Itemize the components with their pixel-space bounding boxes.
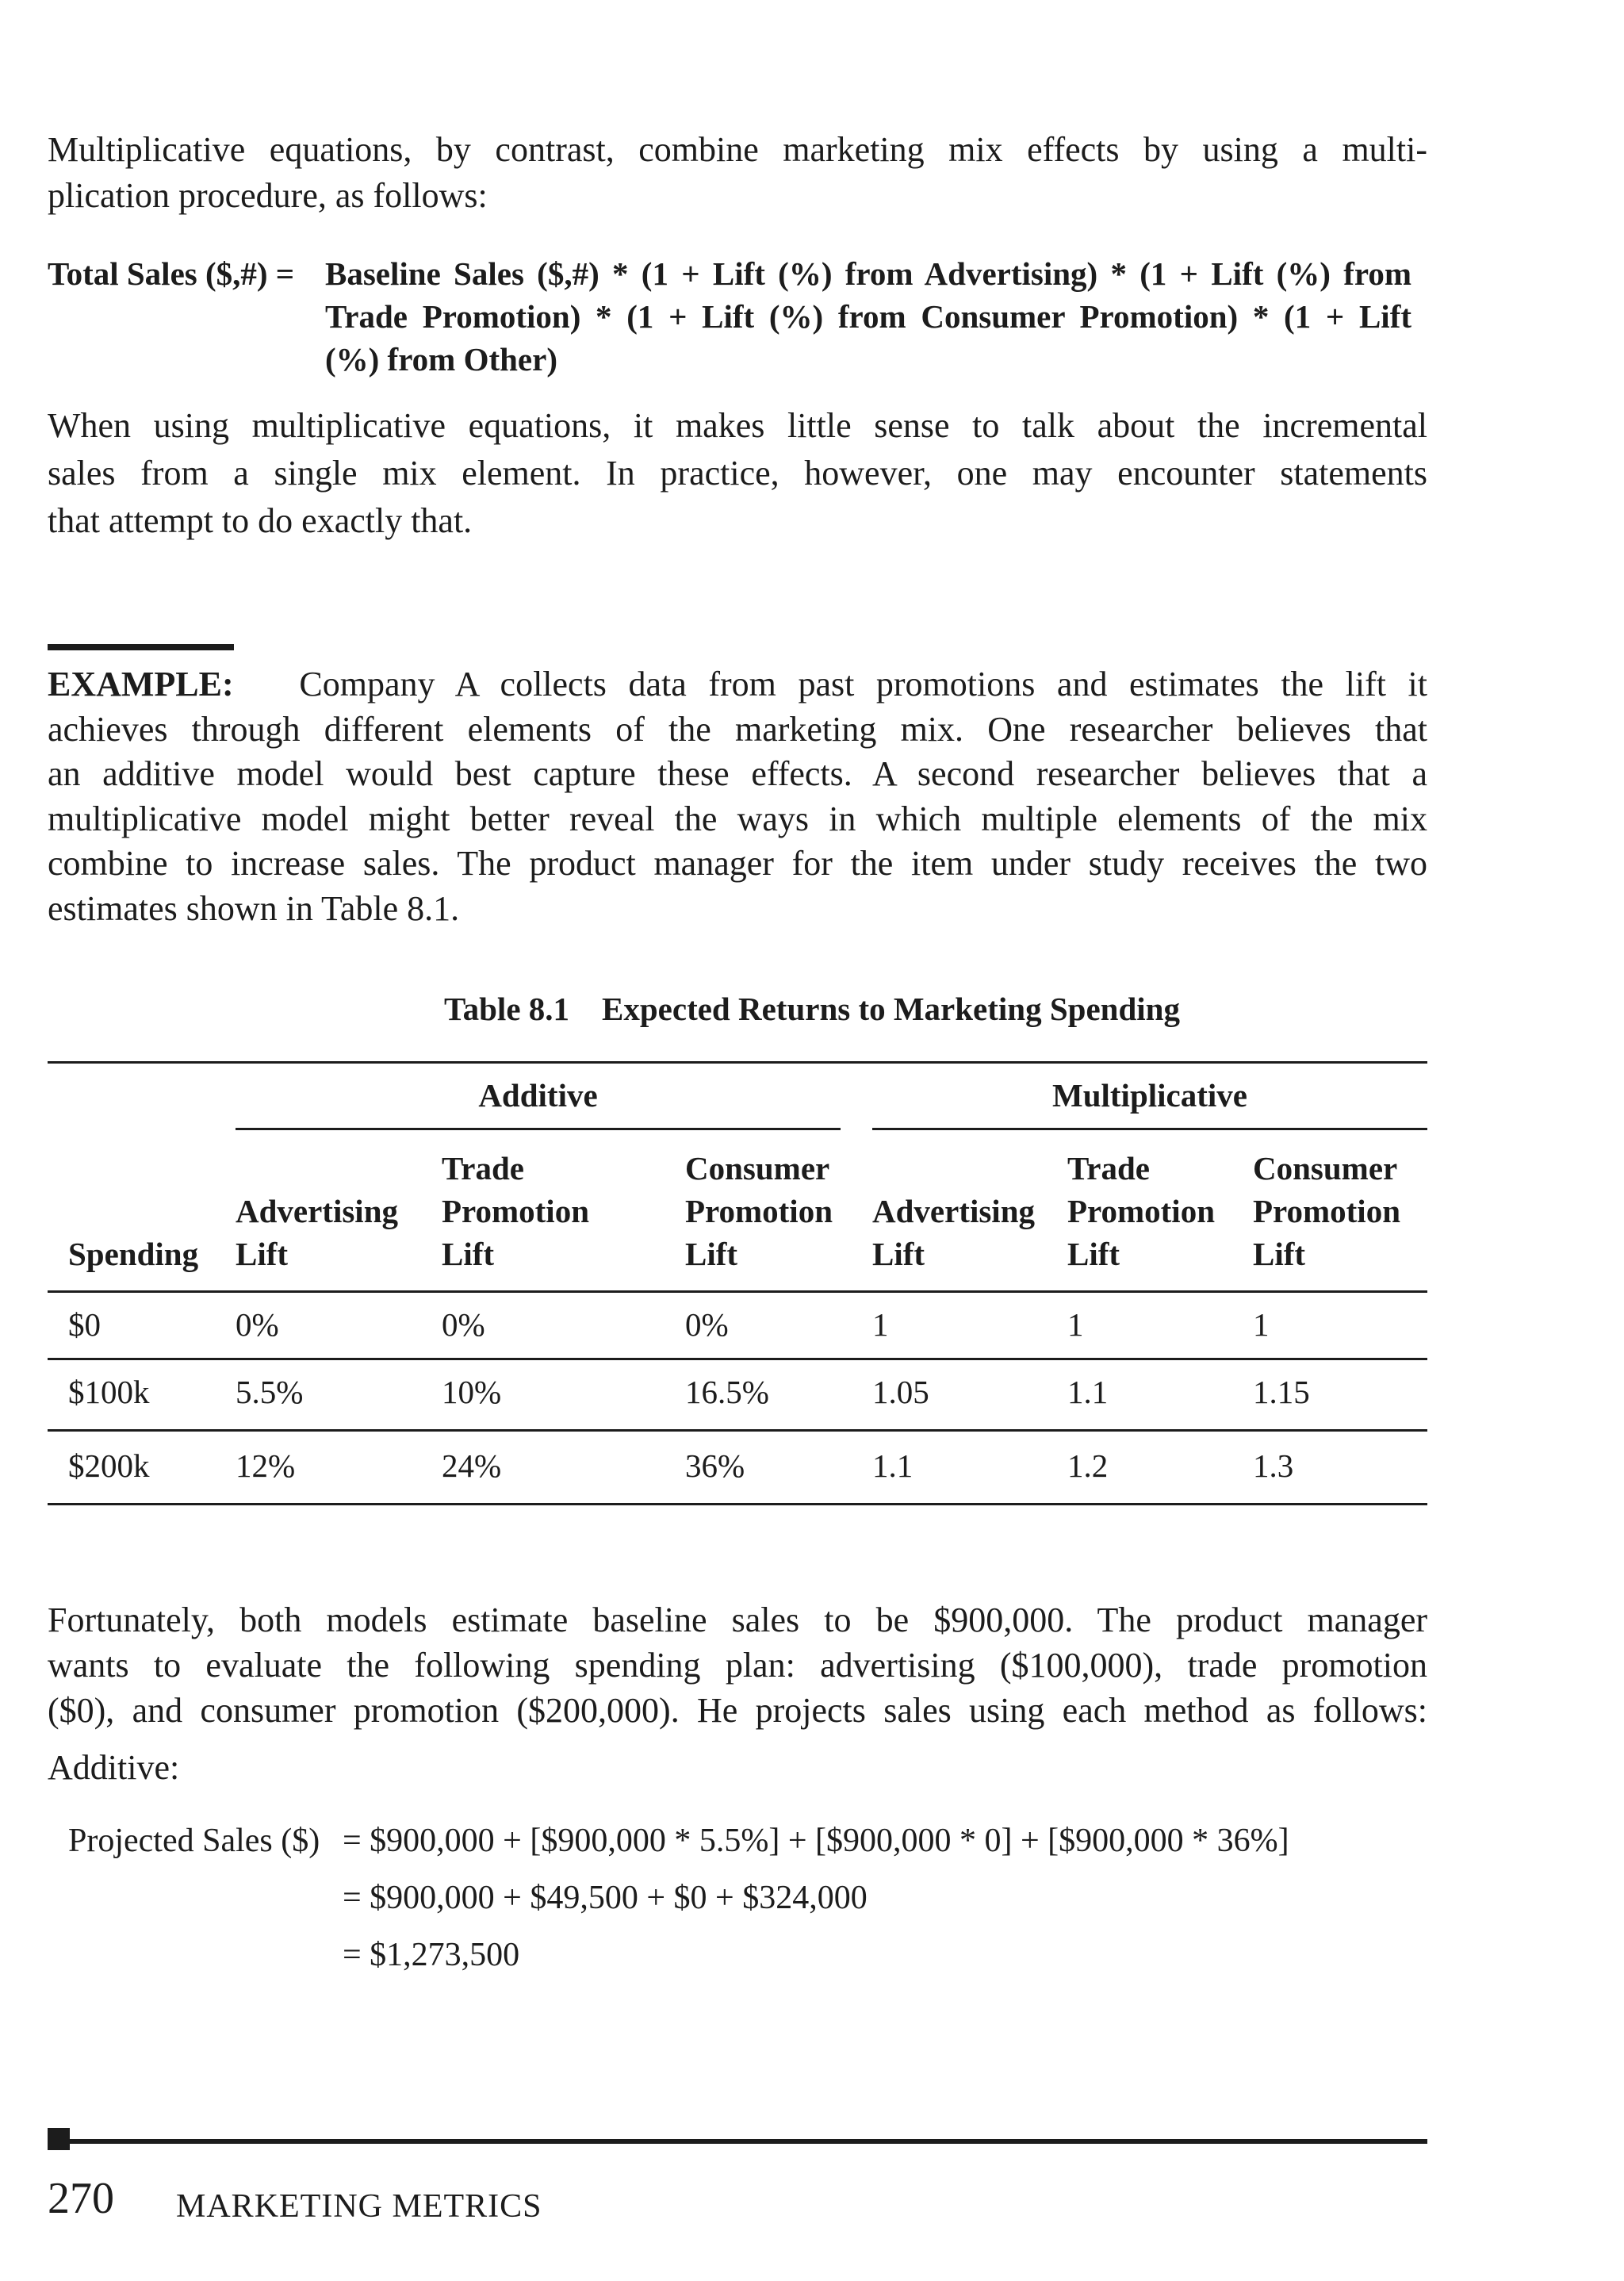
formula-lhs: Total Sales ($,#) = <box>48 255 295 292</box>
row-rule-1 <box>48 1358 1427 1360</box>
example-line-4: multiplicative model might better reveal the ways in which multiple elements of the mix <box>48 799 1427 838</box>
note-line-3: that attempt to do exactly that. <box>48 501 473 540</box>
cell-mul-trade: 1.2 <box>1067 1447 1109 1484</box>
col-header-mul-consumer <box>1253 1147 1400 1275</box>
col-header-line: Lift <box>1253 1236 1306 1272</box>
cell-mul-advertising: 1.1 <box>872 1447 914 1484</box>
cell-add-advertising: 0% <box>236 1306 279 1343</box>
cell-mul-trade: 1 <box>1067 1306 1084 1343</box>
example-rule <box>48 644 234 650</box>
cell-add-consumer: 36% <box>685 1447 745 1484</box>
cell-mul-consumer: 1.3 <box>1253 1447 1294 1484</box>
example-label: EXAMPLE: <box>48 665 234 703</box>
col-header-line: Promotion <box>1067 1193 1216 1229</box>
note-line-2: sales from a single mix element. In practice, however, one may encounter statements <box>48 454 1427 493</box>
col-header-line: Lift <box>872 1236 925 1272</box>
cell-spending: $100k <box>68 1374 150 1410</box>
col-header-line: Lift <box>685 1236 738 1272</box>
table-top-rule <box>48 1061 1427 1064</box>
col-header-add-trade <box>442 1147 589 1275</box>
cell-mul-advertising: 1.05 <box>872 1374 929 1410</box>
note-line-1: When using multiplicative equations, it makes little sense to talk about the incremental <box>48 406 1427 445</box>
col-header-spending: Spending <box>68 1236 199 1272</box>
example-line-2: achieves through different elements of the marketing mix. One researcher believes that <box>48 710 1427 749</box>
calc-line-3: = $1,273,500 <box>343 1937 520 1973</box>
after-line-1: Fortunately, both models estimate baseline sales to be $900,000. The product manager <box>48 1601 1427 1639</box>
col-header-mul-trade <box>1067 1147 1215 1275</box>
row-rule-2 <box>48 1429 1427 1432</box>
col-header-line: Consumer <box>1253 1150 1398 1187</box>
col-header-add-advertising <box>236 1190 398 1275</box>
cell-add-consumer: 16.5% <box>685 1374 769 1410</box>
intro-line-1: Multiplicative equations, by contrast, combine marketing mix effects by using a multi- <box>48 130 1427 169</box>
after-line-3: ($0), and consumer promotion ($200,000). He projects sales using each method as follows: <box>48 1691 1427 1730</box>
col-header-line: Lift <box>236 1236 289 1272</box>
col-header-line: Advertising <box>236 1193 398 1229</box>
table-title: Expected Returns to Marketing Spending <box>602 991 1180 1027</box>
cell-mul-advertising: 1 <box>872 1306 889 1343</box>
cell-mul-consumer: 1.15 <box>1253 1374 1310 1410</box>
cell-add-trade: 10% <box>442 1374 502 1410</box>
col-header-mul-advertising <box>872 1190 1035 1275</box>
cell-mul-consumer: 1 <box>1253 1306 1270 1343</box>
cell-mul-trade: 1.1 <box>1067 1374 1109 1410</box>
table-caption <box>0 987 1624 1030</box>
col-header-line: Advertising <box>872 1193 1035 1229</box>
additive-label: Additive: <box>48 1748 180 1787</box>
col-header-line: Trade <box>1067 1150 1151 1187</box>
table-bottom-rule <box>48 1503 1427 1505</box>
col-header-line: Promotion <box>1253 1193 1401 1229</box>
col-header-line: Trade <box>442 1150 525 1187</box>
intro-line-2: plication procedure, as follows: <box>48 176 488 215</box>
example-line-3: an additive model would best capture these effects. A second researcher believes that a <box>48 754 1427 793</box>
formula-line-2: Trade Promotion) * (1 + Lift (%) from Consumer Promotion) * (1 + Lift <box>325 298 1411 335</box>
calc-line-2: = $900,000 + $49,500 + $0 + $324,000 <box>343 1880 868 1916</box>
multiplicative-group-rule <box>872 1128 1427 1130</box>
example-text-1: Company A collects data from past promotions and estimates the lift it <box>299 665 1427 703</box>
header-bottom-rule <box>48 1290 1427 1293</box>
cell-add-trade: 24% <box>442 1447 502 1484</box>
calc-line-1: = $900,000 + [$900,000 * 5.5%] + [$900,000 * 0] + [$900,000 * 36%] <box>343 1823 1289 1859</box>
col-header-line: Promotion <box>442 1193 590 1229</box>
cell-spending: $200k <box>68 1447 150 1484</box>
formula-line-1: Baseline Sales ($,#) * (1 + Lift (%) from Advertising) * (1 + Lift (%) from <box>325 255 1411 292</box>
page-number: 270 <box>48 2174 114 2223</box>
cell-spending: $0 <box>68 1306 101 1343</box>
cell-add-advertising: 12% <box>236 1447 296 1484</box>
group-multiplicative-header: Multiplicative <box>1052 1077 1247 1114</box>
cell-add-advertising: 5.5% <box>236 1374 304 1410</box>
formula-line-3: (%) from Other) <box>325 341 557 378</box>
col-header-line: Lift <box>442 1236 495 1272</box>
cell-add-consumer: 0% <box>685 1306 729 1343</box>
col-header-line: Lift <box>1067 1236 1120 1272</box>
col-header-line: Consumer <box>685 1150 830 1187</box>
cell-add-trade: 0% <box>442 1306 485 1343</box>
group-additive-header: Additive <box>478 1077 598 1114</box>
calc-lhs: Projected Sales ($) <box>68 1823 320 1859</box>
col-header-line: Promotion <box>685 1193 833 1229</box>
example-line-6: estimates shown in Table 8.1. <box>48 889 460 928</box>
col-header-add-consumer <box>685 1147 833 1275</box>
example-line-1 <box>48 661 1427 707</box>
table-number: Table 8.1 <box>444 991 570 1027</box>
running-head: MARKETING METRICS <box>176 2188 542 2225</box>
after-line-2: wants to evaluate the following spending plan: advertising ($100,000), trade promotion <box>48 1646 1427 1685</box>
footer-rule <box>48 2139 1427 2144</box>
additive-group-rule <box>236 1128 841 1130</box>
example-line-5: combine to increase sales. The product manager for the item under study receives the two <box>48 844 1427 883</box>
